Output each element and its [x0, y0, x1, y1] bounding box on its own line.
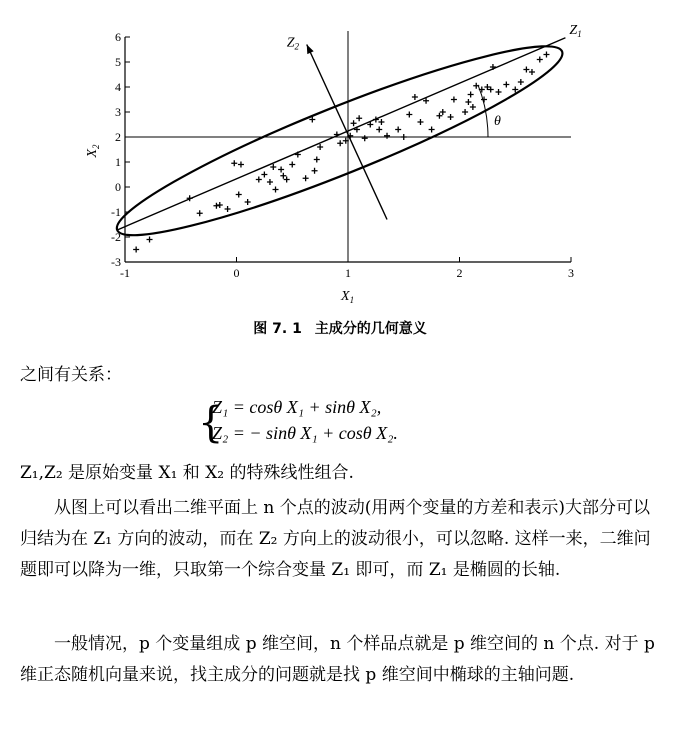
y-tick-label: 6 — [115, 30, 121, 44]
x-tick-label: 0 — [233, 266, 240, 280]
data-point — [378, 119, 384, 125]
y-tick-label: 4 — [115, 80, 121, 94]
data-point — [312, 168, 318, 174]
paragraph-general: 一般情况，p 个变量组成 p 维空间，n 个样品点就是 p 维空间的 n 个点. 对于 p 维正态随机向量来说，找主成分的问题就是找 p 维空间中椭球的主轴问题. — [20, 634, 655, 685]
x-axis-title — [340, 289, 354, 305]
data-point — [436, 113, 442, 119]
figure-caption — [0, 318, 680, 338]
data-point — [523, 67, 529, 73]
equation-z1: Z₁ = cosθ X₁ + sinθ X₂, — [212, 397, 382, 417]
data-point — [351, 120, 357, 126]
y-tick-label: -1 — [111, 205, 121, 219]
data-point — [238, 162, 244, 168]
data-point — [537, 57, 543, 63]
data-point — [395, 127, 401, 133]
data-point — [270, 164, 276, 170]
y-axis-title — [85, 144, 101, 159]
data-point — [217, 202, 223, 208]
data-point — [518, 79, 524, 85]
reference-lines — [125, 31, 571, 262]
data-point — [197, 210, 203, 216]
x-axis-title-main: X — [341, 289, 350, 304]
z2-label-main: Z — [286, 35, 295, 51]
data-point — [236, 192, 242, 198]
data-point — [295, 152, 301, 158]
data-point — [273, 187, 279, 193]
equation-block — [198, 393, 518, 453]
x-tick-label: 1 — [345, 266, 351, 280]
data-point — [337, 140, 343, 146]
data-point — [213, 203, 219, 209]
data-point — [465, 99, 471, 105]
data-point — [284, 177, 290, 183]
data-point — [317, 144, 323, 150]
paragraph-variance: 从图上可以看出二维平面上 n 个点的波动(用两个变量的方差和表示)大部分可以归结为在 Z₁ 方向的波动，而在 Z₂ 方向上的波动很小，可以忽略. 这样一来，二维问题即可以降为一维，只取第一个综合变量 Z₁ 即可，而 Z₁ 是椭圆的长轴. — [20, 498, 651, 580]
data-point — [468, 92, 474, 98]
data-point — [376, 127, 382, 133]
data-point — [245, 199, 251, 205]
figure-number: 图 7. 1 — [253, 321, 302, 337]
x-tick-label: 2 — [456, 266, 463, 280]
data-point — [231, 160, 237, 166]
data-point — [289, 162, 295, 168]
y-tick-label: 1 — [115, 155, 121, 169]
data-point — [147, 237, 153, 243]
x-tick-label: -1 — [120, 266, 130, 280]
data-point — [503, 82, 509, 88]
data-point — [451, 97, 457, 103]
y-axis-title-main: X — [85, 148, 100, 158]
data-point — [256, 177, 262, 183]
y-tick-label: 3 — [115, 105, 121, 119]
data-point — [280, 173, 286, 179]
pca-figure — [0, 0, 680, 320]
data-point — [412, 94, 418, 100]
data-point — [417, 119, 423, 125]
data-point — [303, 175, 309, 181]
tick-labels — [111, 30, 574, 280]
x-axis-title-subscript: 1 — [349, 295, 355, 305]
z1-label-subscript: 1 — [577, 28, 582, 39]
z2-label-subscript: 2 — [294, 41, 300, 52]
y-tick-label: -2 — [111, 230, 121, 244]
data-point — [429, 127, 435, 133]
scatter-points — [133, 52, 549, 253]
data-point — [384, 133, 390, 139]
z1-axis-line — [117, 35, 565, 230]
z1-label-main: Z — [569, 22, 578, 38]
data-point — [261, 172, 267, 178]
data-point — [362, 135, 368, 141]
z1-label — [569, 23, 581, 39]
data-point — [543, 52, 549, 58]
y-tick-label: 2 — [115, 130, 121, 144]
theta-label: θ — [494, 114, 501, 129]
data-point — [440, 109, 446, 115]
data-point — [470, 104, 476, 110]
z2-arrowhead — [307, 45, 314, 55]
figure-title: 主成分的几何意义 — [314, 321, 427, 337]
data-point — [401, 134, 407, 140]
data-point — [496, 89, 502, 95]
data-point — [356, 115, 362, 121]
data-point — [406, 112, 412, 118]
z2-label — [287, 36, 300, 52]
equation-z2: Z₂ = − sinθ X₁ + cosθ X₂. — [212, 423, 398, 443]
data-point — [529, 69, 535, 75]
data-point — [462, 109, 468, 115]
data-point — [225, 206, 231, 212]
principal-axes — [117, 35, 565, 230]
data-point — [278, 167, 284, 173]
data-point — [448, 114, 454, 120]
y-tick-label: 5 — [115, 55, 121, 69]
axis-titles — [85, 23, 582, 305]
y-tick-label: 0 — [115, 180, 121, 194]
data-point — [479, 87, 485, 93]
z2-axis-line — [307, 45, 387, 220]
y-tick-label: -3 — [111, 255, 121, 269]
data-point — [314, 157, 320, 163]
equation-brace: { — [198, 398, 224, 448]
data-point — [473, 83, 479, 89]
linear-combination-text: Z₁,Z₂ 是原始变量 X₁ 和 X₂ 的特殊线性组合. — [20, 463, 354, 483]
x-tick-label: 3 — [568, 266, 574, 280]
intro-text: 之间有关系： — [20, 365, 122, 385]
data-point — [133, 247, 139, 253]
data-point — [267, 179, 273, 185]
y-axis-title-subscript: 2 — [91, 144, 101, 149]
